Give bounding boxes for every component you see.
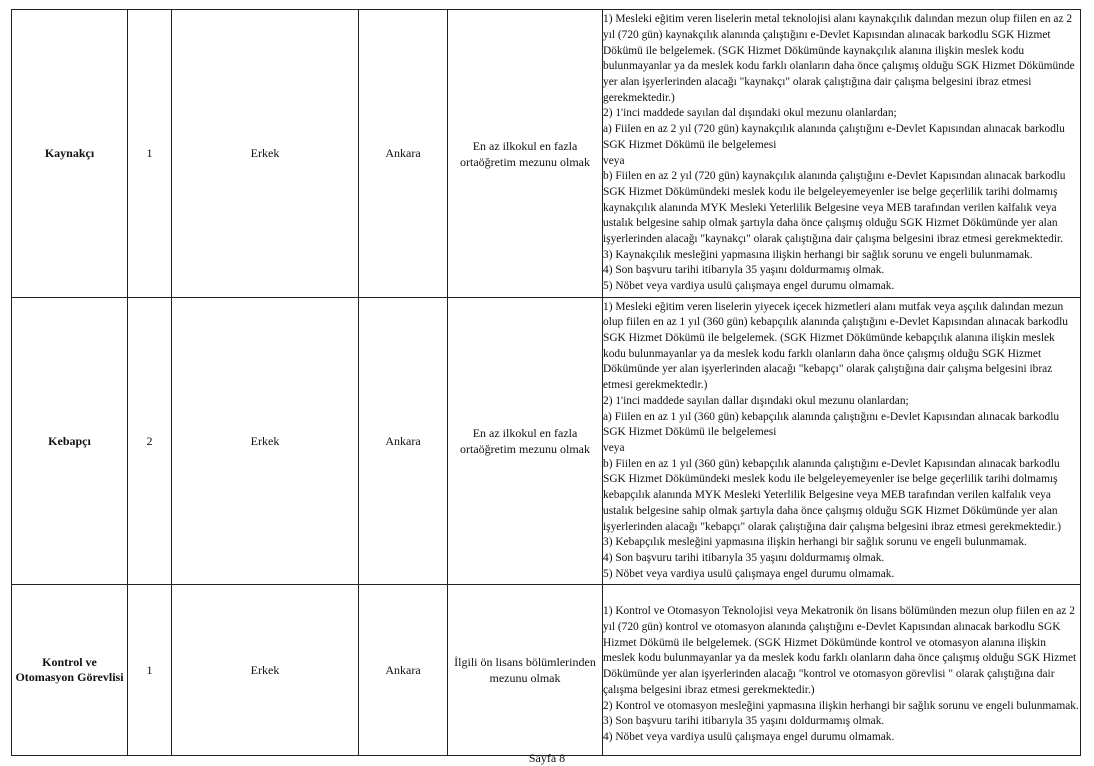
position-count: 1: [128, 585, 172, 756]
position-count: 2: [128, 298, 172, 585]
requirement-item: a) Fiilen en az 2 yıl (720 gün) kaynakçılık alanında çalıştığını e-Devlet Kapısından alınacak barkodlu SGK Hizmet Dökümü ile belgelemesi: [603, 123, 1065, 151]
requirements-cell: [603, 585, 1081, 756]
requirement-item: a) Fiilen en az 1 yıl (360 gün) kebapçılık alanında çalıştığını e-Devlet Kapısından alınacak barkodlu SGK Hizmet Dökümü ile belgelemesi: [603, 410, 1060, 439]
gender: Erkek: [172, 585, 359, 756]
requirement-item: veya: [603, 154, 625, 167]
requirements-cell: [603, 10, 1081, 298]
requirement-item: 3) Kaynakçılık mesleğini yapmasına ilişkin herhangi bir sağlık sorunu ve engeli bulunmamak.: [603, 248, 1033, 261]
requirement-item: b) Fiilen en az 1 yıl (360 gün) kebapçılık alanında çalıştığını e-Devlet Kapısından alınacak barkodlu SGK Hizmet Dökümündeki meslek kodu ile belgeleyemeyenler ise belge geçerlilik tarihi dolmamış kebapçılık alanında MYK Mesleki Yeterlilik Belgesine veya MEB tarafından verilen kalfalık veya ustalık belgesine sahip olmak şartıyla daha önce çalışmış olduğu SGK Hizmet Dökümünde yer alan işyerlerinden alacağı "kebapçı" olarak çalıştığına dair çalışma belgesini ibraz etmesi gerekmektedir.): [603, 457, 1062, 533]
education-requirement: En az ilkokul en fazla ortaöğretim mezunu olmak: [448, 298, 603, 585]
job-requirements-table: [11, 9, 1081, 756]
requirement-item: 5) Nöbet veya vardiya usulü çalışmaya engel durumu olmamak.: [603, 567, 895, 580]
requirement-item: veya: [603, 442, 625, 454]
table-row: [12, 298, 1081, 585]
education-requirement: İlgili ön lisans bölümlerinden mezunu olmak: [448, 585, 603, 756]
education-requirement: En az ilkokul en fazla ortaöğretim mezunu olmak: [448, 10, 603, 298]
requirement-item: 4) Nöbet veya vardiya usulü çalışmaya engel durumu olmamak.: [603, 730, 895, 743]
city: Ankara: [359, 10, 448, 298]
requirement-item: 4) Son başvuru tarihi itibarıyla 35 yaşını doldurmamış olmak.: [603, 551, 885, 564]
requirement-item: 3) Son başvuru tarihi itibarıyla 35 yaşını doldurmamış olmak.: [603, 715, 885, 728]
position-title: Kebapçı: [12, 298, 128, 585]
table-row: [12, 10, 1081, 298]
position-count: 1: [128, 10, 172, 298]
requirements-cell: [603, 298, 1081, 585]
requirement-item: 5) Nöbet veya vardiya usulü çalışmaya engel durumu olmamak.: [603, 280, 895, 293]
table-row: [12, 585, 1081, 756]
position-title: Kontrol ve Otomasyon Görevlisi: [12, 585, 128, 756]
gender: Erkek: [172, 298, 359, 585]
city: Ankara: [359, 298, 448, 585]
gender: Erkek: [172, 10, 359, 298]
requirement-item: 2) Kontrol ve otomasyon mesleğini yapmasına ilişkin herhangi bir sağlık sorunu ve engeli bulunmamak.: [603, 699, 1079, 712]
requirement-item: 4) Son başvuru tarihi itibarıyla 35 yaşını doldurmamış olmak.: [603, 264, 885, 277]
requirement-item: 2) 1'inci maddede sayılan dal dışındaki okul mezunu olanlardan;: [603, 107, 897, 120]
city: Ankara: [359, 585, 448, 756]
requirement-item: 1) Kontrol ve Otomasyon Teknolojisi veya Mekatronik ön lisans bölümünden mezun olup fiilen en az 2 yıl (720 gün) kontrol ve otomasyon alanında çalıştığını e-Devlet Kapısından alınacak barkodlu SGK Hizmet Dökümü ile belgelemek. (SGK Hizmet Dökümünde kontrol ve otomasyon alanına ilişkin meslek kodu bulunmayanlar ya da meslek kodu farklı olanların daha önce çalışmış olduğu SGK Hizmet Dökümünde yer alan işyerlerinden alacağı "kontrol ve otomasyon görevlisi " olarak çalıştığına dair çalışma belgesini ibraz etmesi gerekmektedir.): [603, 605, 1077, 696]
requirement-item: 2) 1'inci maddede sayılan dallar dışındaki okul mezunu olanlardan;: [603, 394, 909, 407]
requirement-item: b) Fiilen en az 2 yıl (720 gün) kaynakçılık alanında çalıştığını e-Devlet Kapısından alınacak barkodlu SGK Hizmet Dökümündeki meslek kodu ile belgeleyemeyenler ise belge geçerlilik tarihi dolmamış kaynakçılık alanında MYK Mesleki Yeterlilik Belgesine veya MEB tarafından verilen kalfalık veya ustalık belgesine sahip olmak şartıyla daha önce çalışmış olduğu SGK Hizmet Dökümünde yer alan işyerlerinden alacağı "kaynakçı" olarak çalıştığına dair çalışma belgesini ibraz etmesi gerekmektedir.: [603, 170, 1066, 246]
requirement-item: 1) Mesleki eğitim veren liselerin metal teknolojisi alanı kaynakçılık dalından mezun olup fiilen en az 2 yıl (720 gün) kaynakçılık alanında çalıştığını e-Devlet Kapısından alınacak barkodlu SGK Hizmet Dökümü ile belgelemek. (SGK Hizmet Dökümünde kaynakçılık alanına ilişkin meslek kodu bulunmayanlar ya da meslek kodu farklı olanların daha önce çalışmış olduğu SGK Hizmet Dökümünde yer alan işyerlerinden alacağı "kaynakçı" olarak çalıştığına dair çalışma belgesini ibraz etmesi gerekmektedir.): [603, 13, 1075, 104]
requirement-item: 1) Mesleki eğitim veren liselerin yiyecek içecek hizmetleri alanı mutfak veya aşçılık dalından mezun olup fiilen en az 1 yıl (360 gün) kebapçılık alanında çalıştığını e-Devlet Kapısından alınacak barkodlu SGK Hizmet Dökümü ile belgelemek. (SGK Hizmet Dökümünde kebapçılık alanına ilişkin meslek kodu bulunmayanlar ya da meslek kodu farklı olanların daha önce çalışmış olduğu SGK Hizmet Dökümünde yer alan işyerlerinden alacağı "kebapçı" olarak çalıştığına dair çalışma belgesini ibraz etmesi gerekmektedir.): [603, 300, 1068, 392]
position-title: Kaynakçı: [12, 10, 128, 298]
page-footer: Sayfa 8: [528, 751, 566, 765]
requirement-item: 3) Kebapçılık mesleğini yapmasına ilişkin herhangi bir sağlık sorunu ve engeli bulunmamak.: [603, 536, 1027, 549]
